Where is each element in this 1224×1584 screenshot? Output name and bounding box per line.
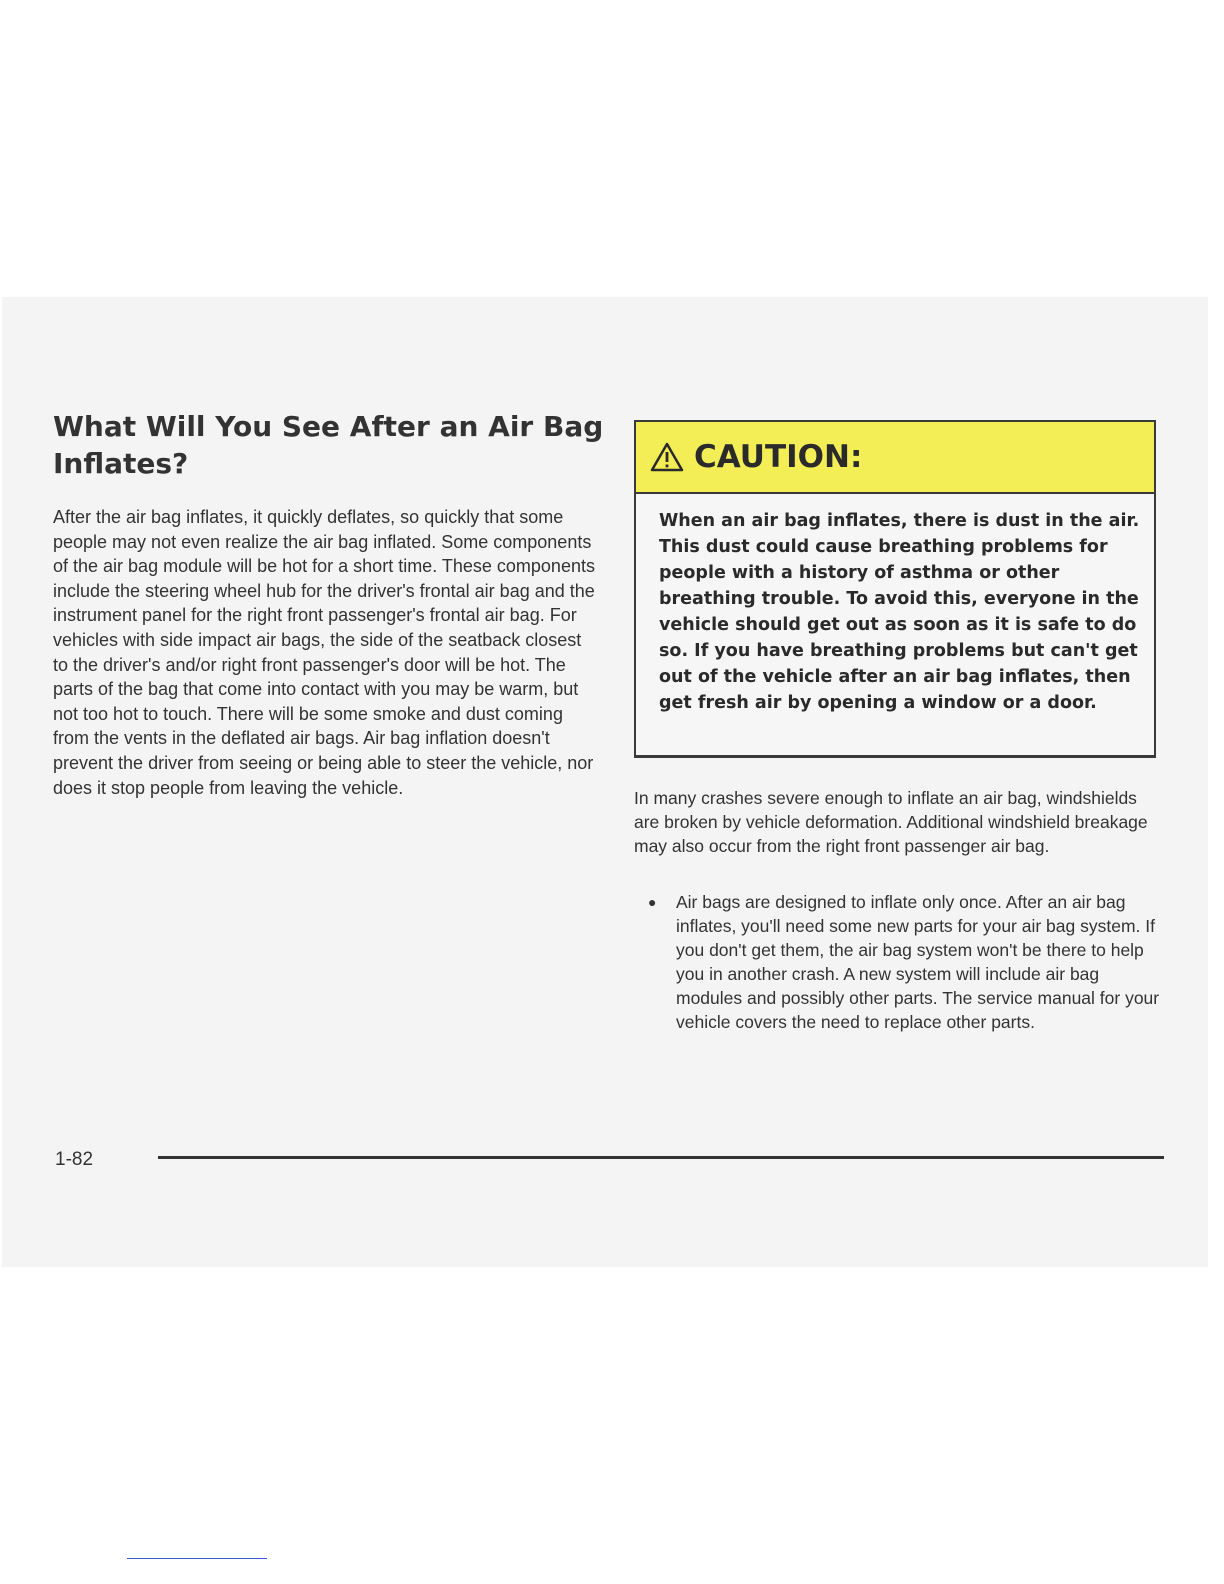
caution-title: CAUTION: — [694, 439, 863, 475]
page-number: 1-82 — [55, 1149, 94, 1170]
list-item — [648, 890, 1168, 1034]
bullet-text: Air bags are designed to inflate only once. After an air bag inflates, you'll need some new parts for your air bag system. If you don't get them, the air bag system won't be there to help you in another crash. A new system will include air bag modules and possibly other parts. The service manual for your vehicle covers the need to replace other parts. — [676, 892, 1160, 1032]
left-body-paragraph: After the air bag inflates, it quickly deflates, so quickly that some people may not even realize the air bag inflated. Some components of the air bag module will be hot for a short time. These components include the steering wheel hub for the driver's frontal air bag and the instrument panel for the right front passenger's frontal air bag. For vehicles with side impact air bags, the side of the seatback closest to the driver's and/or right front passenger's door will be hot. The parts of the bag that come into contact with you may be warm, but not too hot to touch. There will be some smoke and dust coming from the vents in the deflated air bags. Air bag inflation doesn't prevent the driver from seeing or being able to steer the vehicle, nor does it stop people from leaving the vehicle. — [53, 507, 595, 798]
caution-box — [634, 420, 1156, 758]
section-heading: What Will You See After an Air Bag Inflates? — [53, 410, 604, 480]
warning-triangle-icon — [650, 442, 684, 472]
footer-rule — [158, 1156, 1164, 1159]
caution-text: When an air bag inflates, there is dust in the air. This dust could cause breathing problems for people with a history of asthma or other breathing trouble. To avoid this, everyone in the vehicle should get out as soon as it is safe to do so. If you have breathing problems but can't get out of the vehicle after an air bag inflates, then get fresh air by opening a window or a door. — [659, 511, 1140, 713]
bullet-icon: ● — [648, 894, 657, 910]
bullet-list — [648, 890, 1168, 1034]
bottom-link-underline — [127, 1558, 267, 1559]
caution-header — [636, 422, 1154, 494]
right-body-paragraph: In many crashes severe enough to inflate an air bag, windshields are broken by vehicle deformation. Additional windshield breakage may also occur from the right front passenger air bag. — [634, 788, 1148, 856]
